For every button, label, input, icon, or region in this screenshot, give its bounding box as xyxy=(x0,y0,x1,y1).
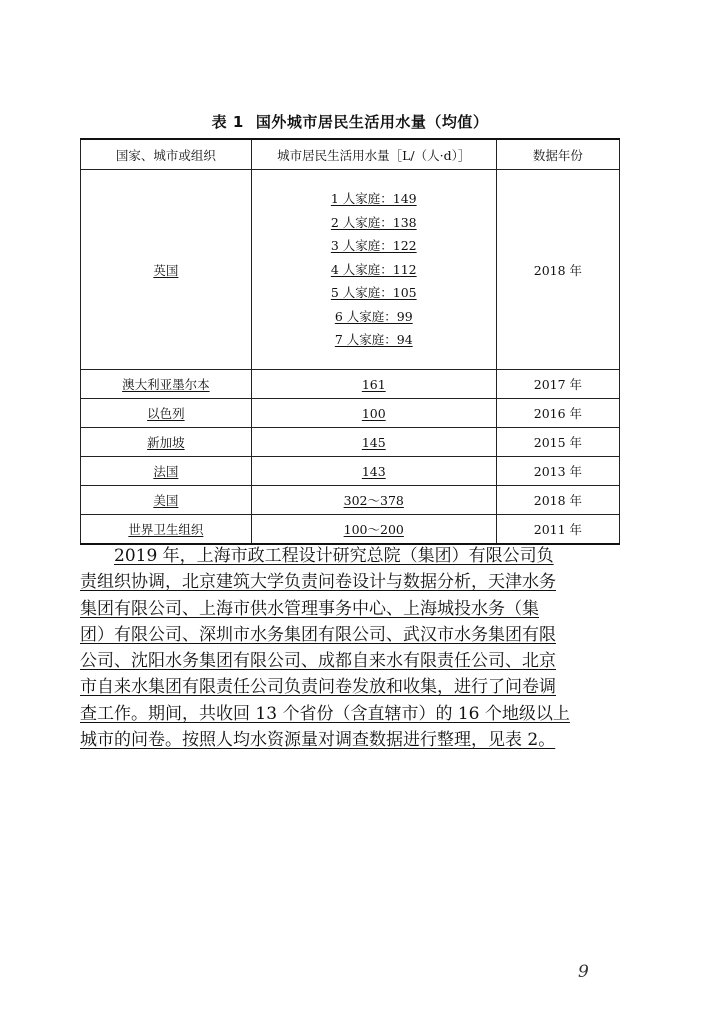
paragraph-line: 公司、沈阳水务集团有限公司、成都自来水有限责任公司、北京 xyxy=(80,651,556,672)
row-value: 161 xyxy=(361,376,386,392)
table-row-uk xyxy=(81,170,620,370)
row-name: 美国 xyxy=(153,493,179,508)
table-caption-number: 表 1 xyxy=(211,113,244,131)
paragraph-line: 集团有限公司、上海市供水管理事务中心、上海城投水务（集 xyxy=(80,598,539,619)
row-year: 2015 年 xyxy=(496,428,619,457)
uk-value-4: 4 人家庭：112 xyxy=(330,261,417,277)
table-row xyxy=(81,515,620,545)
row-name: 英国 xyxy=(153,262,179,278)
row-year: 2013 年 xyxy=(496,457,619,486)
paragraph-line: 查工作。期间，共收回 13 个省份（含直辖市）的 16 个地级以上 xyxy=(80,703,570,724)
row-value: 100 xyxy=(361,405,386,421)
paragraph-line: 团）有限公司、深圳市水务集团有限公司、武汉市水务集团有限 xyxy=(80,624,556,645)
row-value: 100～200 xyxy=(343,522,404,537)
uk-value-3: 3 人家庭：122 xyxy=(330,238,417,254)
row-value: 145 xyxy=(361,434,386,450)
paragraph-line: 2019 年，上海市政工程设计研究总院（集团）有限公司负 xyxy=(114,546,554,566)
row-year: 2018 年 xyxy=(496,170,619,370)
table-caption-title: 国外城市居民生活用水量（均值） xyxy=(255,113,489,131)
body-paragraph xyxy=(80,543,620,753)
row-name: 以色列 xyxy=(147,406,185,421)
page-number: 9 xyxy=(578,962,589,982)
row-value: 143 xyxy=(361,463,386,479)
uk-value-6: 6 人家庭：99 xyxy=(334,308,413,324)
uk-value-5: 5 人家庭：105 xyxy=(330,285,417,301)
row-year: 2011 年 xyxy=(496,515,619,545)
header-country: 国家、城市或组织 xyxy=(81,139,252,170)
uk-household-list xyxy=(252,179,496,360)
table-row xyxy=(81,486,620,515)
row-year: 2018 年 xyxy=(496,486,619,515)
paragraph-line: 责组织协调，北京建筑大学负责问卷设计与数据分析，天津水务 xyxy=(80,572,556,593)
water-usage-table xyxy=(80,138,620,545)
table-row xyxy=(81,370,620,399)
table-row xyxy=(81,399,620,428)
row-year: 2016 年 xyxy=(496,399,619,428)
table-header-row xyxy=(81,139,620,170)
paragraph-line: 市自来水集团有限责任公司负责问卷发放和收集，进行了问卷调 xyxy=(80,677,556,698)
uk-value-1: 1 人家庭：149 xyxy=(330,191,417,207)
row-value: 302～378 xyxy=(343,493,404,508)
row-year: 2017 年 xyxy=(496,370,619,399)
uk-value-7: 7 人家庭：94 xyxy=(334,332,413,348)
table-caption xyxy=(80,111,620,132)
row-name: 新加坡 xyxy=(147,435,185,450)
header-year: 数据年份 xyxy=(496,139,619,170)
row-name: 澳大利亚墨尔本 xyxy=(122,377,210,392)
paragraph-line: 城市的问卷。按照人均水资源量对调查数据进行整理，见表 2。 xyxy=(80,730,556,751)
row-name: 法国 xyxy=(153,464,179,479)
table-row xyxy=(81,428,620,457)
row-name: 世界卫生组织 xyxy=(128,522,204,537)
header-usage: 城市居民生活用水量［L/（人·d）］ xyxy=(251,139,496,170)
uk-value-2: 2 人家庭：138 xyxy=(330,214,417,230)
table-row xyxy=(81,457,620,486)
